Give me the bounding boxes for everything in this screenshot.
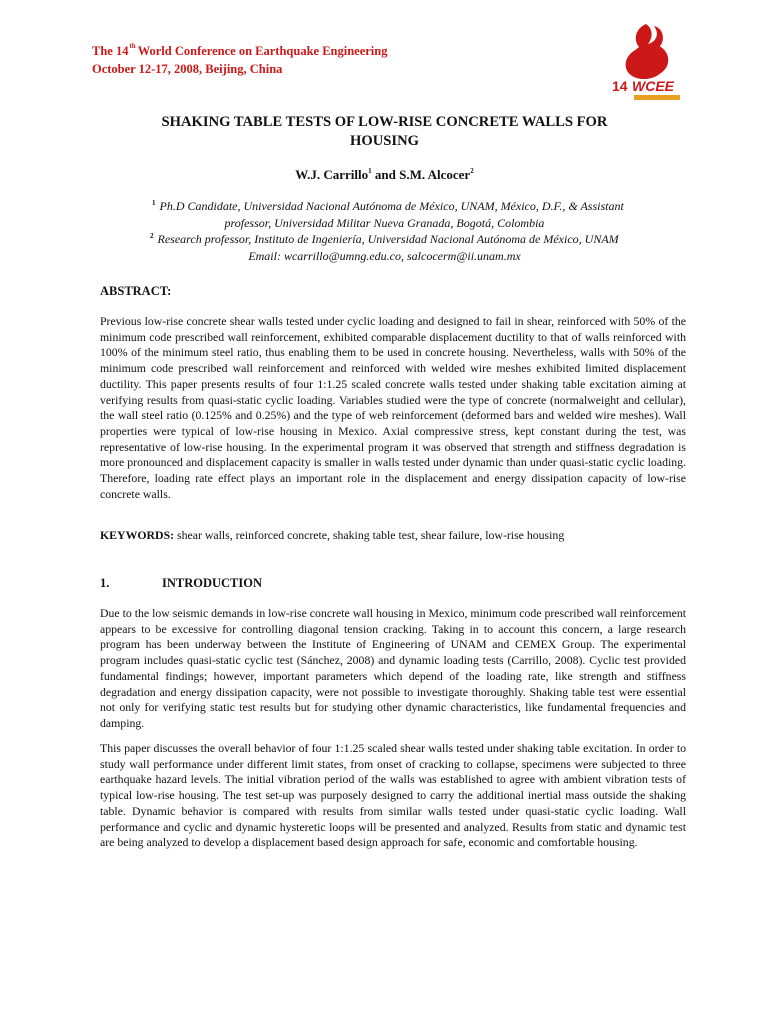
author-email: Email: wcarrillo@umng.edu.co, salcocerm@ii.unam.mx — [248, 249, 521, 263]
conference-header — [92, 43, 387, 77]
affiliation-2: $^2$ Research professor, Instituto de Ingeniería, Universidad Nacional Autónoma de México, UNAM Email: wcarrillo@umng.edu.co, salcocerm@ii.unam.mx — [92, 232, 677, 264]
section-heading-introduction: 1. INTRODUCTION — [100, 576, 263, 590]
paper-title: SHAKING TABLE TESTS OF LOW-RISE CONCRETE WALLS FOR HOUSING — [161, 114, 608, 149]
intro-paragraph-1: Due to the low seismic demands in low-rise concrete wall housing in Mexico, minimum code prescribed wall reinforcement appears to be excessive for controlling diagonal tension cracking. Taking in to account this concern, a large research program has been underway between the Institute of Engineering of UNAM and CEMEX Group. The experimental program includes quasi-static cyclic test (Sánchez, 2008) and dynamic loading tests (Carrillo, 2008). Cyclic test provided fundamental findings; however, important parameters which depend of the loading rate, like strength and stiffness degradation and energy dissipation capacity, were not possible to investigate thoroughly. Shaking table test were essential not only for verifying static test results but for studying other dynamic characteristics, like fundamental frequencies and damping. — [100, 606, 686, 730]
wcee-logo — [606, 18, 688, 108]
keywords: KEYWORDS: shear walls, reinforced concrete, shaking table test, shear failure, low-rise housing — [100, 528, 565, 542]
logo-gold-band — [634, 95, 680, 100]
conference-line-1: The 14th World Conference on Earthquake Engineering — [92, 42, 388, 58]
abstract-text: Previous low-rise concrete shear walls tested under cyclic loading and designed to fail in shear, reinforced with 50% of the minimum code prescribed wall reinforcement, exhibited comparable displacement ductility to that of walls reinforced with 100% of the minimum steel ratio, thus enabling them to be used in concrete housing. Nevertheless, walls with 50% of the minimum code prescribed wall reinforcement and reinforced with welded wire meshes exhibited limited displacement ductility. This paper presents results of four 1:1.25 scaled concrete walls tested under shaking table excitation aiming at verifying results from quasi-static cyclic loading. Variables studied were the type of concrete (normalweight and cellular), the wall steel ratio (0.125% and 0.25%) and the type of web reinforcement (deformed bars and welded wire meshes). Wall properties were typical of low-rise housing in Mexico. Axial compressive stress, kept constant during the test, was representative of low-rise housing. In the experimental program it was observed that strength and stiffness degradation is more pronounced and displacement capacity is smaller in walls tested under dynamic than under quasi-static cyclic loading. Therefore, loading rate effect plays an important role in the displacement and energy dissipation capacity of low-rise concrete walls. — [100, 314, 686, 501]
abstract-heading: ABSTRACT: — [100, 284, 172, 298]
conference-line-2: October 12-17, 2008, Beijing, China — [92, 62, 283, 76]
logo-text-wcee: WCEE — [632, 78, 674, 94]
intro-paragraph-2: This paper discusses the overall behavior of four 1:1.25 scaled shear walls tested under shaking table excitation. In order to study wall performance under different limit states, from onset of cracking to collapse, specimens were subjected to three earthquake hazard levels. The initial vibration period of the walls was established to agree with ambient vibration tests of typical low-rise housing. The test set-up was purposely designed to carry the additional inertial mass outside the shaking table. Dynamic behavior is compared with results from similar walls tested under quasi-static cyclic loading. Wall performance and cyclic and dynamic hysteretic loops will be presented and analyzed. Results from static and dynamic test are being analyzed to develop a displacement based design approach for safe, economic and comfortable housing. — [100, 741, 686, 850]
logo-text-14: 14 — [612, 78, 628, 94]
paper-authors: W.J. Carrillo$^1$ and S.M. Alcocer$^2$ — [295, 167, 474, 182]
affiliation-1: $^1$ Ph.D Candidate, Universidad Nacional Autónoma de México, UNAM, México, D.F., & Assistant professor, Universidad Militar Nueva Granada, Bogotá, Colombia — [152, 199, 624, 230]
